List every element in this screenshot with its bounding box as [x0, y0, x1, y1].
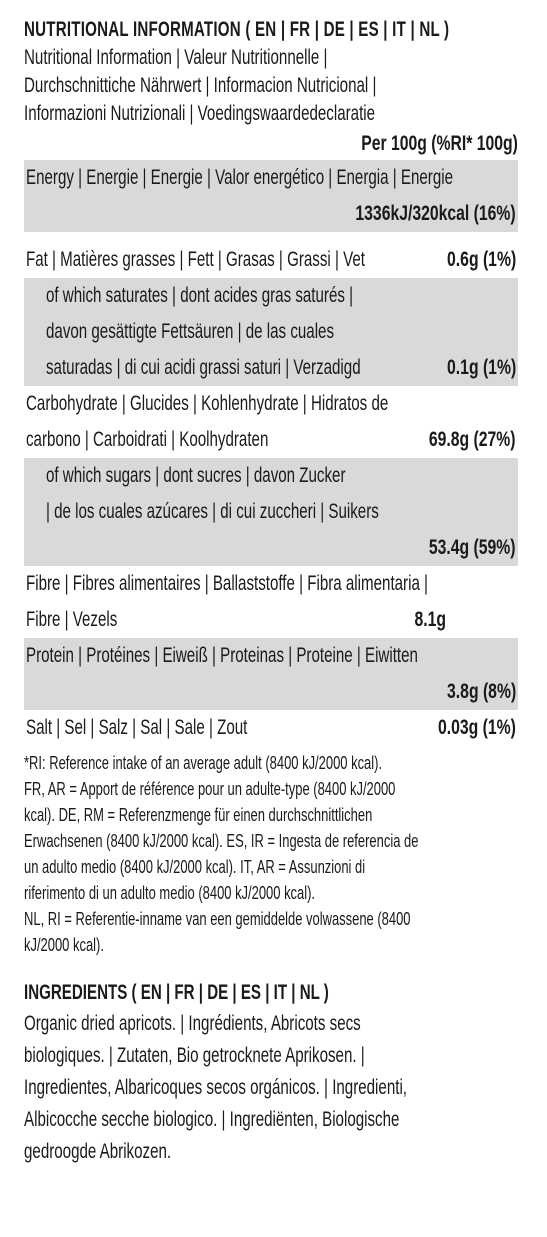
subtitle-line: Durchschnittiche Nährwert | Informacion Nutricional |: [24, 74, 377, 97]
ingredients-line: gedroogde Abrikozen.: [24, 1140, 172, 1163]
row-saturates: [24, 278, 518, 386]
saturates-value: 0.1g (1%): [446, 356, 516, 379]
row-fibre: [24, 566, 518, 638]
footnote-line: kJ/2000 kcal).: [24, 935, 104, 955]
sugars-value: 53.4g (59%): [429, 536, 516, 559]
sugars-label-line: | de los cuales azúcares | di cui zuccheri | Suikers: [46, 500, 379, 523]
nutrition-title: NUTRITIONAL INFORMATION ( EN | FR | DE | ES | IT | NL ): [24, 18, 450, 41]
row-salt: [24, 710, 518, 746]
row-energy: [24, 160, 518, 232]
protein-value: 3.8g (8%): [446, 680, 516, 703]
carbohydrate-label-line: Carbohydrate | Glucides | Kohlenhydrate | Hidratos de: [26, 392, 389, 415]
carbohydrate-value: 69.8g (27%): [429, 428, 516, 451]
footnote-line: NL, RI = Referentie-inname van een gemiddelde volwassene (8400: [24, 909, 411, 929]
fibre-label-line: Fibre | Fibres alimentaires | Ballaststoffe | Fibra alimentaria |: [26, 572, 428, 595]
fat-label: Fat | Matières grasses | Fett | Grasas | Grassi | Vet: [26, 248, 365, 271]
footnote-line: kcal). DE, RM = Referenzmenge für einen durchschnittlichen: [24, 805, 373, 825]
ingredients-line: biologiques. | Zutaten, Bio getrocknete Aprikosen. |: [24, 1044, 365, 1067]
carbohydrate-label-line: carbono | Carboidrati | Koolhydraten: [26, 428, 269, 451]
ingredients-line: Albicocche secche biologico. | Ingrediënten, Biologische: [24, 1108, 400, 1131]
row-sugars: [24, 458, 518, 566]
reference-intake-footnote: [24, 750, 518, 958]
fibre-value: 8.1g: [414, 608, 446, 631]
fibre-label-line: Fibre | Vezels: [26, 608, 118, 631]
row-carbohydrate: [24, 386, 518, 458]
footnote-line: Erwachsenen (8400 kJ/2000 kcal). ES, IR = Ingesta de referencia de: [24, 831, 419, 851]
salt-value: 0.03g (1%): [438, 716, 516, 739]
saturates-label-line: davon gesättigte Fettsäuren | de las cuales: [46, 320, 335, 343]
subtitle-line: Nutritional Information | Valeur Nutritionnelle |: [24, 46, 328, 69]
protein-label: Protein | Protéines | Eiweiß | Proteinas | Proteine | Eiwitten: [26, 644, 418, 667]
ingredients-line: Organic dried apricots. | Ingrédients, Abricots secs: [24, 1012, 361, 1035]
sugars-label-line: of which sugars | dont sucres | davon Zucker: [46, 464, 346, 487]
energy-value: 1336kJ/320kcal (16%): [355, 202, 516, 225]
ingredients-line: Ingredientes, Albaricoques secos orgánicos. | Ingredienti,: [24, 1076, 408, 1099]
ingredients-text: [24, 1008, 518, 1168]
saturates-label-line: of which saturates | dont acides gras saturés |: [46, 284, 354, 307]
footnote-line: *RI: Reference intake of an average adult (8400 kJ/2000 kcal).: [24, 753, 383, 773]
energy-label: Energy | Energie | Energie | Valor energético | Energia | Energie: [26, 166, 454, 189]
salt-label: Salt | Sel | Salz | Sal | Sale | Zout: [26, 716, 248, 739]
row-protein: [24, 638, 518, 710]
footnote-line: riferimento di un adulto medio (8400 kJ/2000 kcal).: [24, 883, 316, 903]
subtitle-line: Informazioni Nutrizionali | Voedingswaardedeclaratie: [24, 102, 376, 125]
fat-value: 0.6g (1%): [446, 248, 516, 271]
row-fat: [24, 242, 518, 278]
footnote-line: FR, AR = Apport de référence pour un adulte-type (8400 kJ/2000: [24, 779, 396, 799]
per-100g-header: Per 100g (%RI* 100g): [361, 132, 518, 155]
footnote-line: un adulto medio (8400 kJ/2000 kcal). IT, AR = Assunzioni di: [24, 857, 366, 877]
saturates-label-line: saturadas | di cui acidi grassi saturi | Verzadigd: [46, 356, 361, 379]
nutrition-label: [24, 16, 518, 1168]
ingredients-title: INGREDIENTS ( EN | FR | DE | ES | IT | NL ): [24, 981, 329, 1004]
